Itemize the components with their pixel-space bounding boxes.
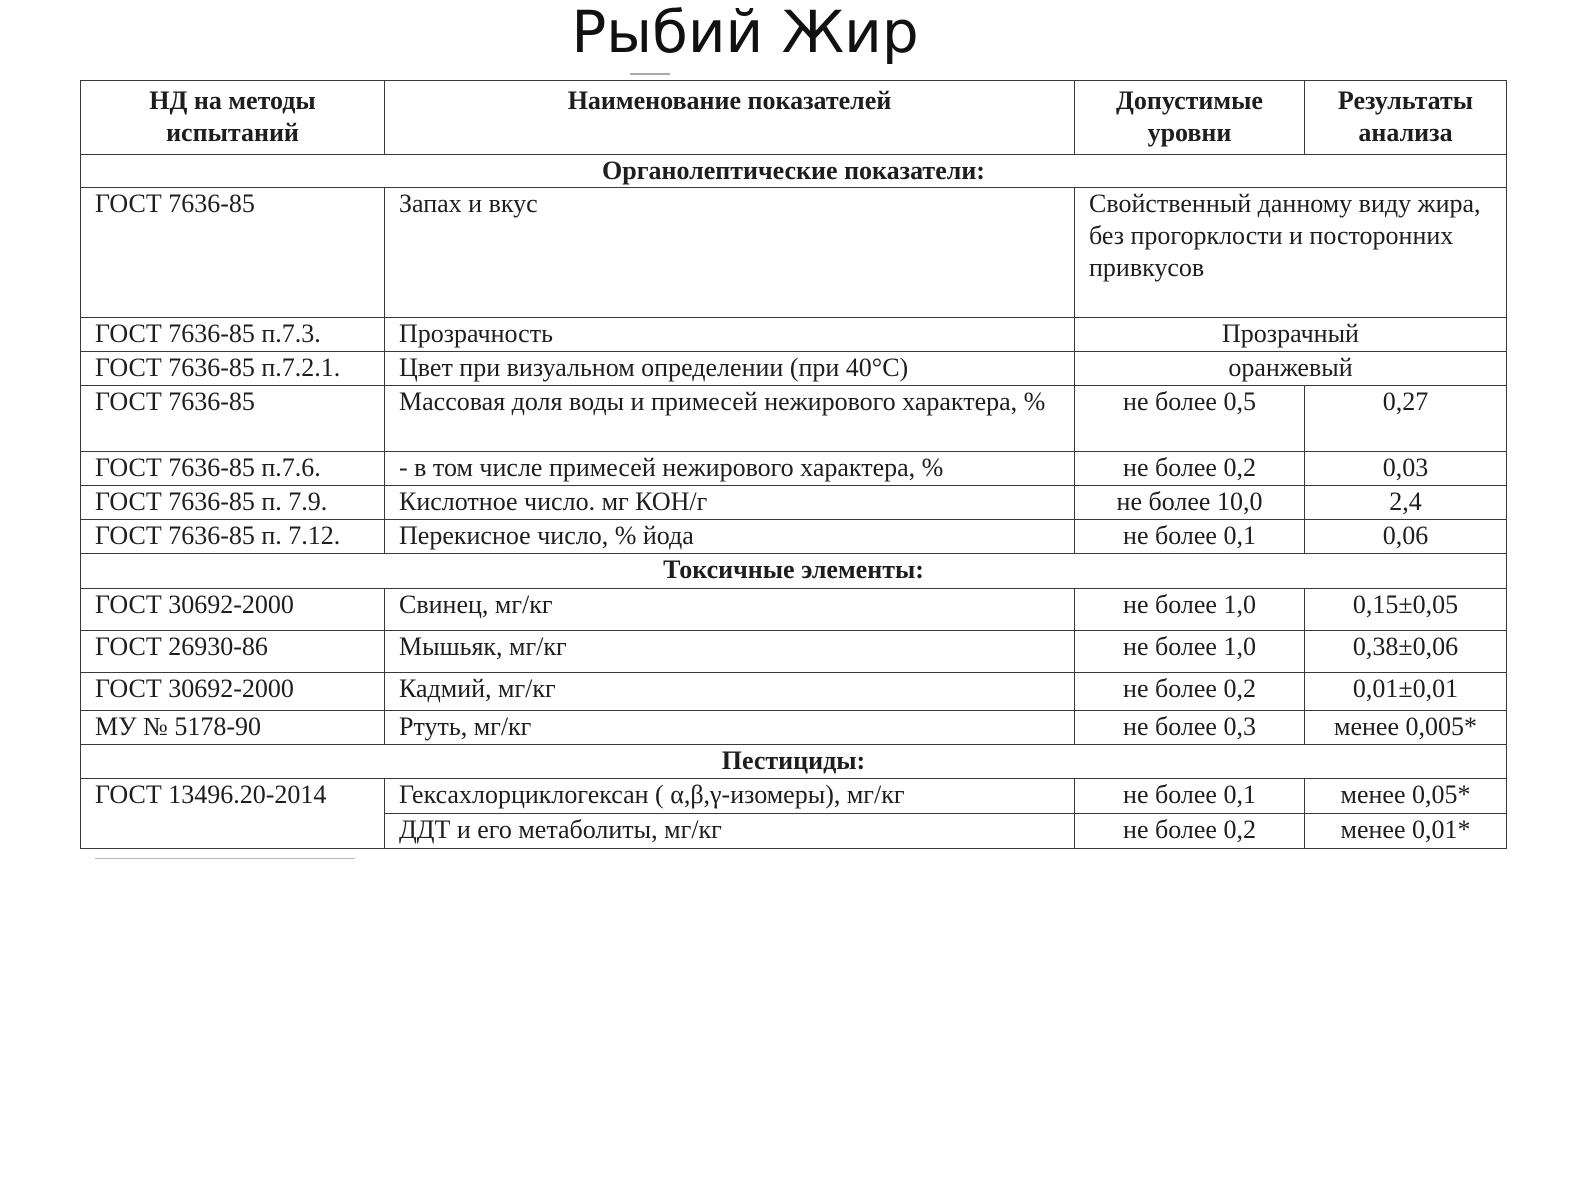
limit-cell: не более 0,5 [1075, 386, 1305, 452]
indicator-cell: ДДТ и его метаболиты, мг/кг [385, 814, 1075, 849]
table-row [81, 520, 1507, 554]
method-cell: ГОСТ 7636-85 [81, 188, 385, 318]
limit-cell: не более 0,1 [1075, 520, 1305, 554]
method-cell: ГОСТ 7636-85 п. 7.9. [81, 486, 385, 520]
table-row [81, 589, 1507, 631]
analysis-table [80, 80, 1507, 849]
header-results: Результаты анализа [1305, 81, 1507, 155]
indicator-cell: Запах и вкус [385, 188, 1075, 318]
scan-artifact [630, 73, 670, 75]
page-title: Рыбий Жир [571, 0, 919, 66]
header-method: НД на методы испытаний [81, 81, 385, 155]
method-cell: ГОСТ 7636-85 [81, 386, 385, 452]
indicator-cell: Мышьяк, мг/кг [385, 631, 1075, 673]
method-cell: ГОСТ 26930-86 [81, 631, 385, 673]
table-row [81, 452, 1507, 486]
result-cell: менее 0,005* [1305, 711, 1507, 745]
limit-cell: не более 0,2 [1075, 673, 1305, 711]
indicator-cell: Кислотное число. мг КОН/г [385, 486, 1075, 520]
section-toxic: Токсичные элементы: [81, 554, 1507, 589]
indicator-cell: Гексахлорциклогексан ( α,β,γ-изомеры), мг/кг [385, 779, 1075, 814]
table-row [81, 386, 1507, 452]
indicator-cell: - в том числе примесей нежирового характера, % [385, 452, 1075, 486]
method-cell: ГОСТ 7636-85 п.7.3. [81, 318, 385, 352]
result-cell: менее 0,01* [1305, 814, 1507, 849]
method-cell: ГОСТ 13496.20-2014 [81, 779, 385, 849]
limit-cell: не более 0,3 [1075, 711, 1305, 745]
limit-cell: не более 0,2 [1075, 452, 1305, 486]
value-line: без прогорклости и посторонних привкусов [1089, 221, 1454, 282]
method-cell: ГОСТ 7636-85 п.7.2.1. [81, 352, 385, 386]
method-cell: ГОСТ 30692-2000 [81, 589, 385, 631]
table-row [81, 352, 1507, 386]
header-limits: Допустимые уровни [1075, 81, 1305, 155]
table-row [81, 673, 1507, 711]
table-row [81, 486, 1507, 520]
value-line: Свойственный данному виду жира, [1089, 189, 1481, 218]
result-cell: 0,01±0,01 [1305, 673, 1507, 711]
method-cell: МУ № 5178-90 [81, 711, 385, 745]
result-cell: 0,06 [1305, 520, 1507, 554]
indicator-cell: Свинец, мг/кг [385, 589, 1075, 631]
method-cell: ГОСТ 30692-2000 [81, 673, 385, 711]
indicator-cell: Массовая доля воды и примесей нежирового характера, % [385, 386, 1075, 452]
indicator-cell: Кадмий, мг/кг [385, 673, 1075, 711]
result-cell: менее 0,05* [1305, 779, 1507, 814]
table-row [81, 318, 1507, 352]
section-organoleptic: Органолептические показатели: [81, 155, 1507, 188]
value-cell: оранжевый [1075, 352, 1507, 386]
indicator-cell: Цвет при визуальном определении (при 40°С) [385, 352, 1075, 386]
result-cell: 0,38±0,06 [1305, 631, 1507, 673]
section-pesticides: Пестициды: [81, 745, 1507, 779]
scan-artifact [95, 858, 355, 859]
indicator-cell: Перекисное число, % йода [385, 520, 1075, 554]
value-cell [1075, 188, 1507, 318]
result-cell: 0,27 [1305, 386, 1507, 452]
result-cell: 0,15±0,05 [1305, 589, 1507, 631]
header-indicator: Наименование показателей [385, 81, 1075, 155]
indicator-cell: Прозрачность [385, 318, 1075, 352]
table-row [81, 711, 1507, 745]
section-row [81, 554, 1507, 589]
method-cell: ГОСТ 7636-85 п.7.6. [81, 452, 385, 486]
limit-cell: не более 10,0 [1075, 486, 1305, 520]
result-cell: 2,4 [1305, 486, 1507, 520]
table-row [81, 779, 1507, 814]
table-row [81, 631, 1507, 673]
table-header-row [81, 81, 1507, 155]
limit-cell: не более 0,2 [1075, 814, 1305, 849]
method-cell: ГОСТ 7636-85 п. 7.12. [81, 520, 385, 554]
indicator-cell: Ртуть, мг/кг [385, 711, 1075, 745]
value-cell: Прозрачный [1075, 318, 1507, 352]
limit-cell: не более 1,0 [1075, 631, 1305, 673]
section-row [81, 155, 1507, 188]
limit-cell: не более 0,1 [1075, 779, 1305, 814]
result-cell: 0,03 [1305, 452, 1507, 486]
table-row [81, 188, 1507, 318]
section-row [81, 745, 1507, 779]
limit-cell: не более 1,0 [1075, 589, 1305, 631]
